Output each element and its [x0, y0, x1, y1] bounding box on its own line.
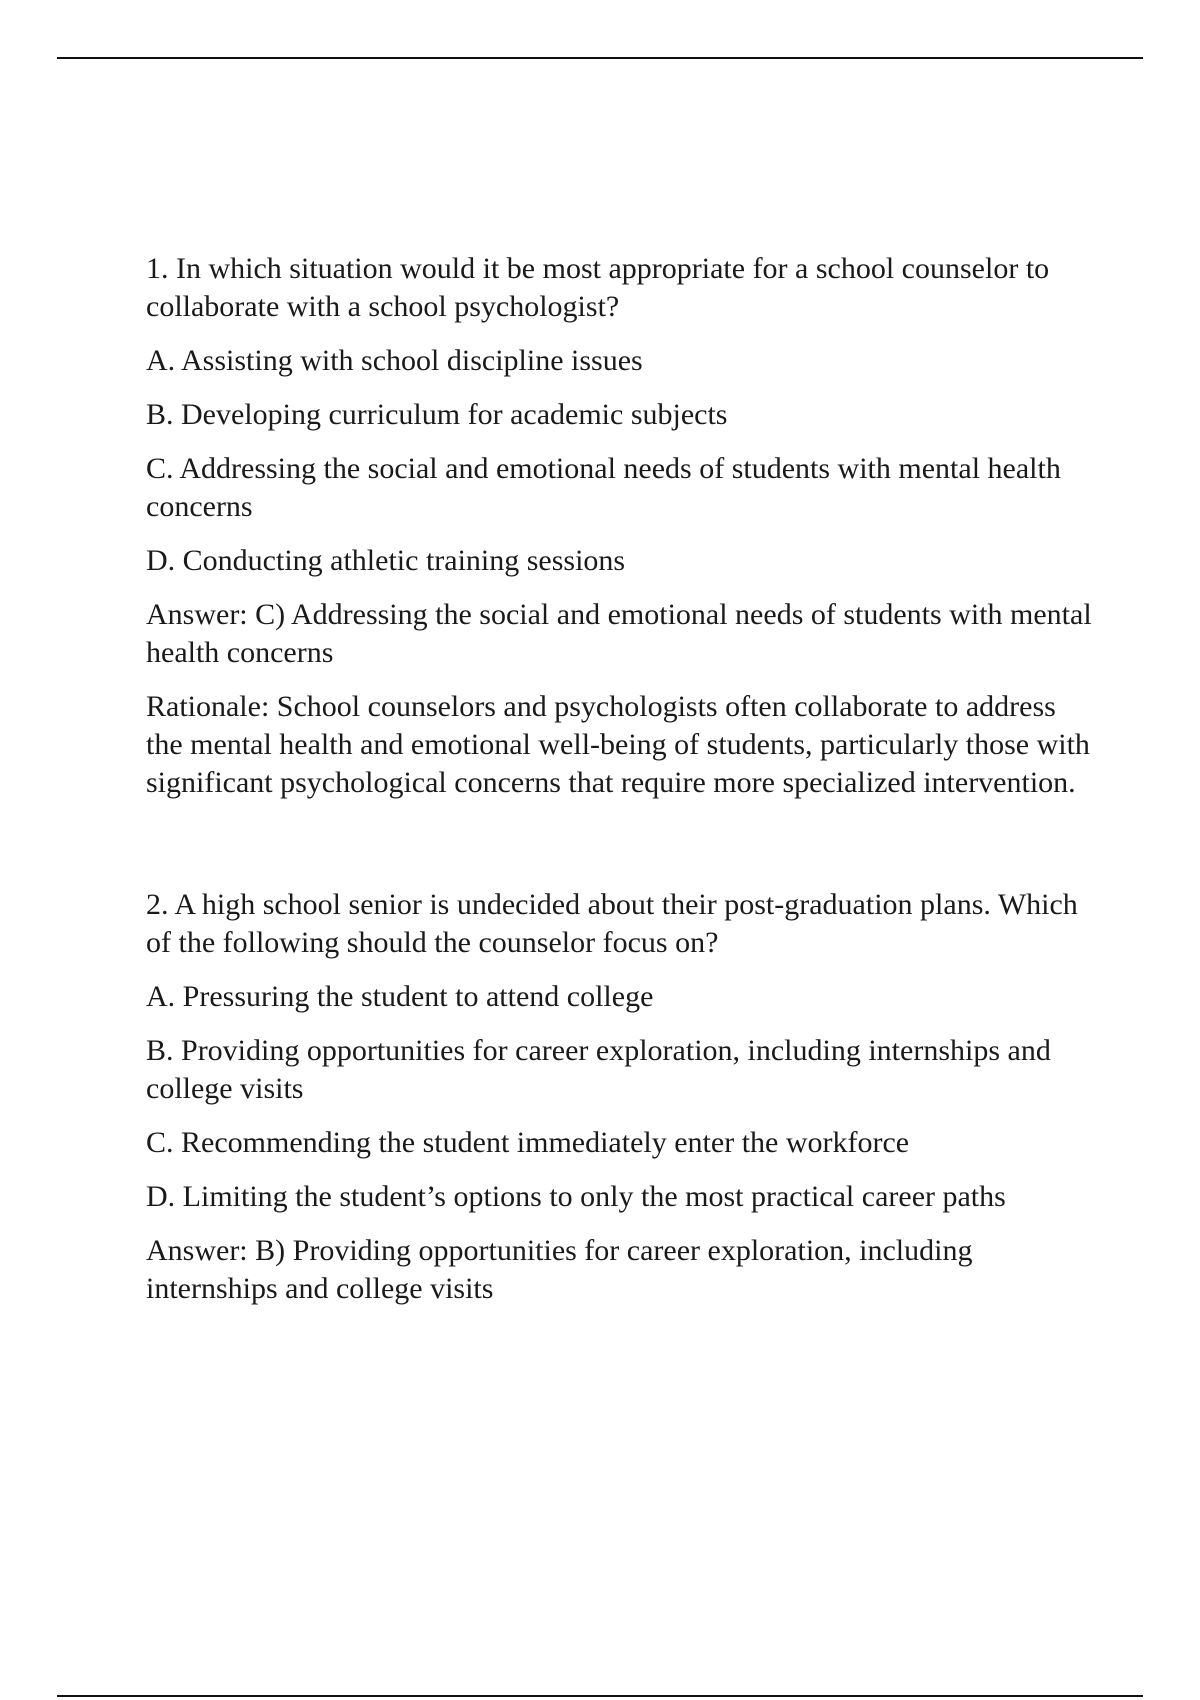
option-c: C. Recommending the student immediately enter the workforce	[146, 1126, 910, 1159]
option-d: D. Limiting the student’s options to only the most practical career paths	[146, 1180, 1006, 1213]
answer: Answer: B) Providing opportunities for career exploration, including internships and college visits	[146, 1234, 973, 1305]
option-a: A. Pressuring the student to attend college	[146, 980, 654, 1013]
question-1	[146, 250, 1096, 802]
question-2	[146, 886, 1096, 1308]
answer: Answer: C) Addressing the social and emotional needs of students with mental health concerns	[146, 598, 1092, 669]
option-d: D. Conducting athletic training sessions	[146, 544, 626, 577]
option-c: C. Addressing the social and emotional needs of students with mental health concerns	[146, 452, 1061, 523]
rationale: Rationale: School counselors and psychologists often collaborate to address the mental health and emotional well-being of students, particularly those with significant psychological concerns that require more specialized intervention.	[146, 690, 1090, 799]
bottom-divider	[57, 1695, 1143, 1697]
option-a: A. Assisting with school discipline issues	[146, 344, 643, 377]
option-b: B. Providing opportunities for career exploration, including internships and college visits	[146, 1034, 1051, 1105]
option-b: B. Developing curriculum for academic subjects	[146, 398, 728, 431]
top-divider	[57, 57, 1143, 59]
question-stem: 1. In which situation would it be most appropriate for a school counselor to collaborate with a school psychologist?	[146, 252, 1050, 323]
question-stem: 2. A high school senior is undecided about their post-graduation plans. Which of the following should the counselor focus on?	[146, 888, 1078, 959]
document-body	[146, 250, 1096, 1324]
